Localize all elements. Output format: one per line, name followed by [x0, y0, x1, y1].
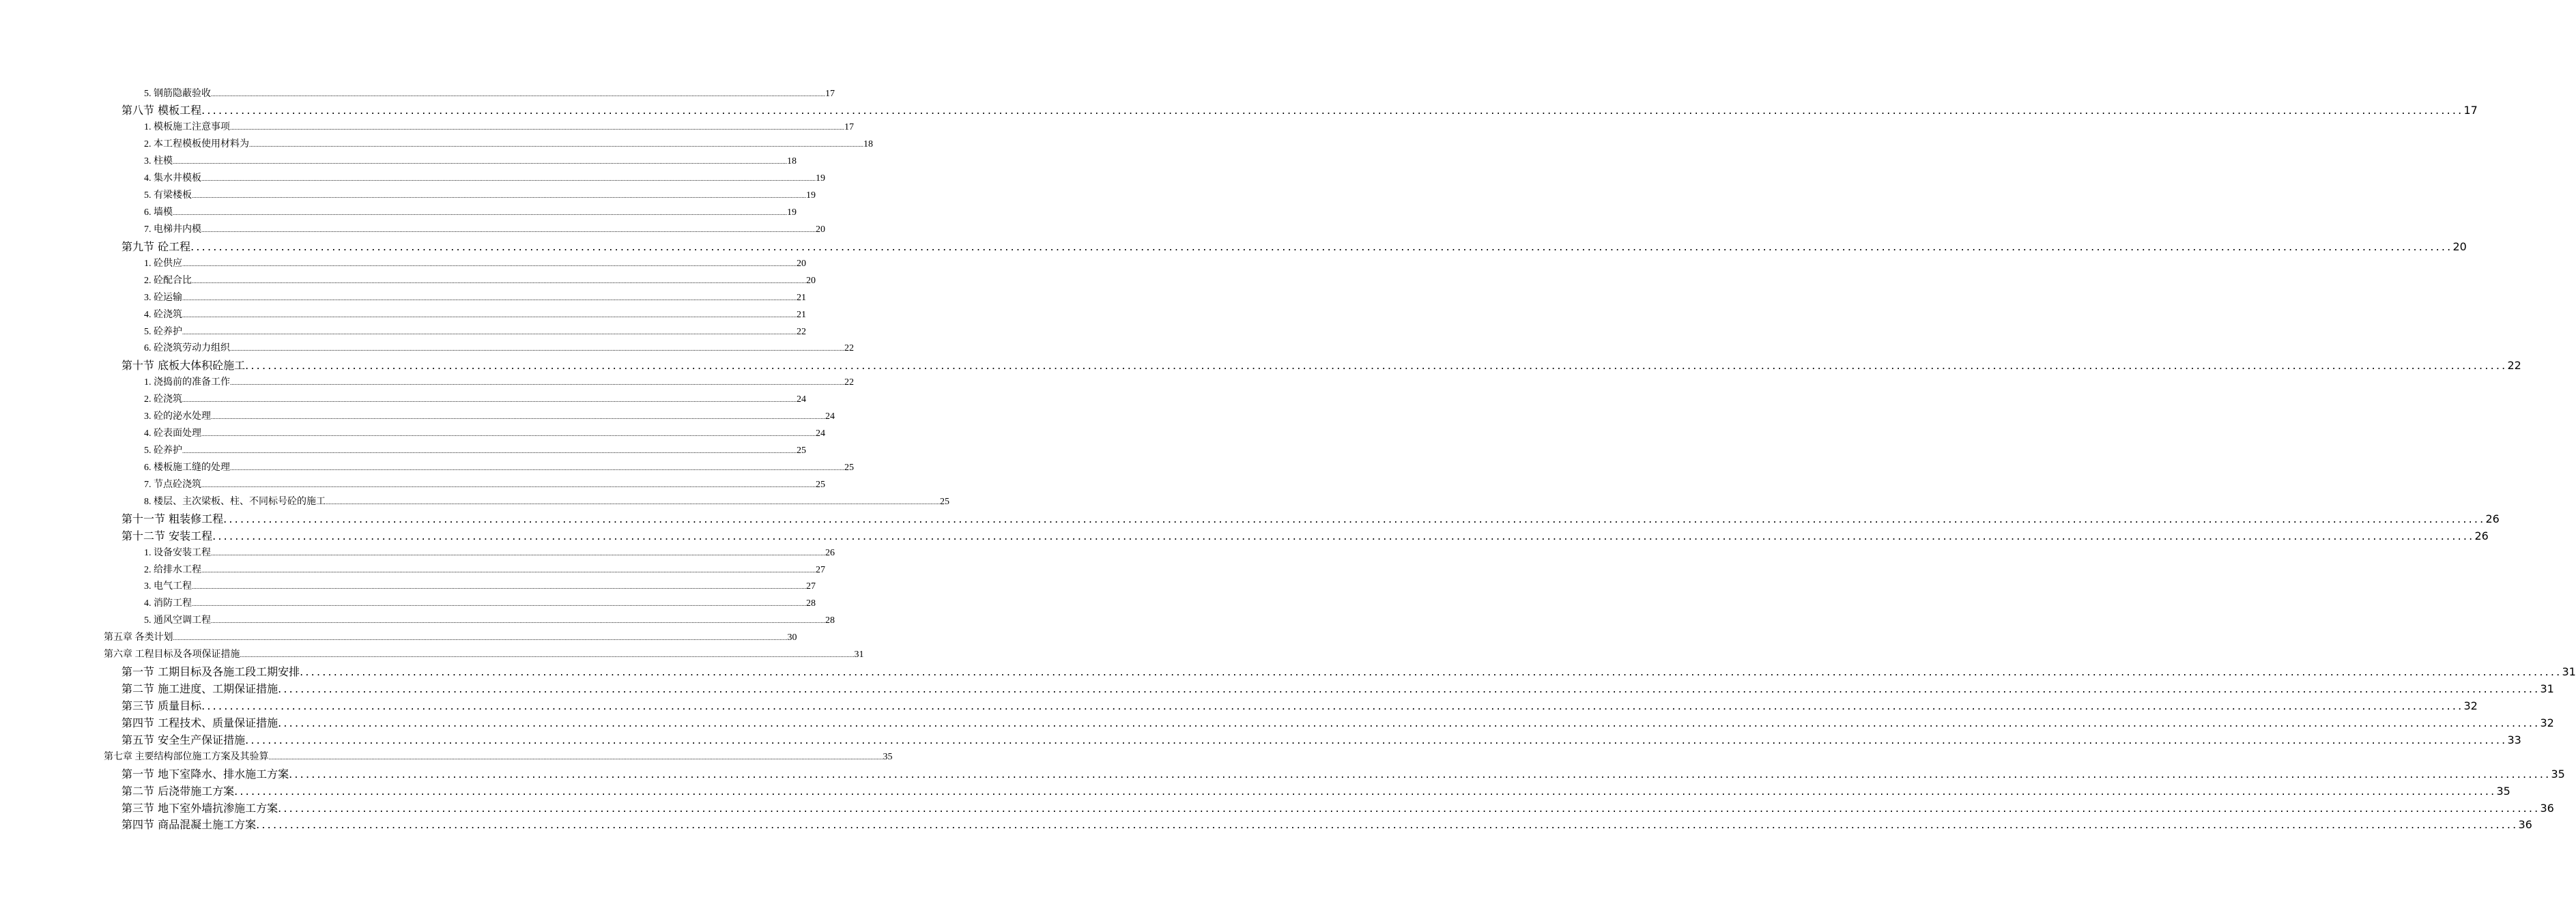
dot-leader: ................................................................................................................................................................................................................................................................................................................................................................................................................	[278, 801, 2541, 815]
toc-entry-page-number: 31	[2540, 682, 2554, 696]
toc-entry-label: 4. 砼浇筑	[144, 309, 182, 320]
toc-entry-label: 第四节 工程技术、质量保证措施	[121, 716, 278, 729]
toc-entry-section[interactable]	[121, 528, 2489, 544]
dot-leader: ................................................................................................................................................................................................................................................................................................................................................................................................................	[278, 716, 2541, 729]
dot-leader: ................................................................................................................................................................................................................................................................................................................................................................................................................	[230, 124, 844, 132]
toc-entry-label: 2. 砼配合比	[144, 275, 192, 286]
toc-entry-page-number: 26	[825, 547, 835, 558]
toc-entry-page-number: 17	[2463, 104, 2478, 117]
dot-leader: ................................................................................................................................................................................................................................................................................................................................................................................................................	[256, 818, 2519, 832]
toc-entry-label: 第一节 地下室降水、排水施工方案	[121, 767, 289, 781]
toc-entry-item[interactable]	[144, 171, 825, 186]
toc-entry-label: 5. 砼养护	[144, 326, 182, 337]
dot-leader: ................................................................................................................................................................................................................................................................................................................................................................................................................	[201, 431, 816, 438]
toc-entry-item[interactable]	[144, 325, 806, 340]
toc-entry-page-number: 21	[797, 292, 806, 303]
toc-entry-item[interactable]	[144, 154, 797, 169]
toc-entry-page-number: 26	[2474, 529, 2489, 542]
dot-leader: ................................................................................................................................................................................................................................................................................................................................................................................................................	[173, 635, 788, 642]
dot-leader: ................................................................................................................................................................................................................................................................................................................................................................................................................	[326, 498, 940, 506]
toc-entry-label: 5. 有梁楼板	[144, 190, 192, 201]
toc-entry-section[interactable]	[121, 102, 2478, 119]
toc-entry-page-number: 36	[2540, 801, 2554, 815]
toc-entry-page-number: 20	[816, 224, 825, 235]
toc-entry-item[interactable]	[144, 205, 797, 220]
toc-entry-page-number: 27	[816, 564, 825, 575]
dot-leader: ................................................................................................................................................................................................................................................................................................................................................................................................................	[182, 328, 797, 336]
toc-entry-page-number: 20	[806, 275, 816, 286]
toc-entry-label: 第三节 质量目标	[121, 699, 202, 712]
toc-entry-item[interactable]	[144, 257, 806, 272]
toc-entry-label: 第九节 砼工程	[121, 239, 191, 253]
dot-leader: ................................................................................................................................................................................................................................................................................................................................................................................................................	[240, 652, 855, 659]
toc-entry-item[interactable]	[144, 613, 835, 628]
toc-entry-page-number: 24	[825, 411, 835, 422]
toc-entry-label: 4. 集水井模板	[144, 173, 201, 184]
toc-entry-item[interactable]	[144, 443, 806, 458]
toc-entry-label: 5. 通风空调工程	[144, 615, 211, 626]
toc-entry-item[interactable]	[144, 308, 806, 323]
toc-entry-page-number: 19	[816, 173, 825, 184]
toc-entry-section[interactable]	[121, 732, 2521, 748]
toc-entry-label: 第二节 施工进度、工期保证措施	[121, 682, 278, 696]
toc-entry-page-number: 22	[2507, 359, 2521, 373]
toc-entry-page-number: 32	[2463, 699, 2478, 712]
dot-leader: ................................................................................................................................................................................................................................................................................................................................................................................................................	[201, 699, 2464, 712]
toc-entry-label: 6. 砼浇筑劳动力组织	[144, 343, 230, 354]
toc-entry-item[interactable]	[144, 461, 854, 476]
toc-entry-section[interactable]	[121, 664, 2576, 680]
toc-entry-label: 7. 节点砼浇筑	[144, 479, 201, 490]
toc-entry-item[interactable]	[144, 222, 825, 237]
toc-entry-label: 第五节 安全生产保证措施	[121, 733, 246, 746]
toc-entry-page-number: 28	[825, 615, 835, 626]
dot-leader: ................................................................................................................................................................................................................................................................................................................................................................................................................	[182, 294, 797, 302]
toc-entry-label: 3. 电气工程	[144, 581, 192, 592]
toc-entry-item[interactable]	[144, 579, 816, 594]
toc-entry-page-number: 28	[806, 598, 816, 609]
dot-leader: ................................................................................................................................................................................................................................................................................................................................................................................................................	[211, 90, 825, 98]
toc-entry-label: 6. 墙模	[144, 207, 173, 218]
toc-entry-page-number: 25	[940, 496, 949, 507]
toc-entry-section[interactable]	[121, 698, 2478, 714]
dot-leader: ................................................................................................................................................................................................................................................................................................................................................................................................................	[190, 239, 2453, 253]
toc-entry-section[interactable]	[121, 766, 2565, 783]
toc-entry-label: 4. 砼表面处理	[144, 428, 201, 439]
toc-entry-page-number: 18	[863, 139, 873, 150]
toc-entry-item[interactable]	[144, 596, 816, 611]
dot-leader: ................................................................................................................................................................................................................................................................................................................................................................................................................	[182, 448, 797, 455]
dot-leader: ................................................................................................................................................................................................................................................................................................................................................................................................................	[300, 665, 2562, 679]
toc-entry-label: 第六章 工程目标及各项保证措施	[104, 650, 240, 660]
toc-entry-page-number: 25	[844, 462, 854, 473]
toc-entry-page-number: 19	[806, 190, 816, 201]
toc-entry-page-number: 22	[844, 343, 854, 354]
toc-entry-section[interactable]	[121, 800, 2554, 817]
toc-entry-label: 2. 本工程模板使用材料为	[144, 139, 249, 150]
dot-leader: ................................................................................................................................................................................................................................................................................................................................................................................................................	[211, 617, 825, 625]
toc-entry-label: 第十一节 粗装修工程	[121, 512, 224, 525]
toc-entry-item[interactable]	[144, 341, 854, 356]
toc-entry-label: 第五章 各类计划	[104, 632, 173, 643]
toc-entry-label: 3. 砼运输	[144, 292, 182, 303]
dot-leader: ................................................................................................................................................................................................................................................................................................................................................................................................................	[173, 209, 787, 216]
toc-entry-item[interactable]	[144, 392, 806, 407]
toc-entry-label: 7. 电梯井内模	[144, 224, 201, 235]
toc-entry-item[interactable]	[144, 120, 854, 135]
toc-entry-label: 2. 给排水工程	[144, 564, 201, 575]
toc-entry-page-number: 17	[825, 88, 835, 99]
dot-leader: ................................................................................................................................................................................................................................................................................................................................................................................................................	[211, 549, 825, 557]
toc-entry-label: 第四节 商品混凝土施工方案	[121, 818, 257, 832]
toc-entry-item[interactable]	[144, 274, 816, 289]
toc-entry-section[interactable]	[121, 783, 2510, 800]
dot-leader: ................................................................................................................................................................................................................................................................................................................................................................................................................	[192, 277, 806, 285]
toc-entry-page-number: 18	[787, 156, 797, 167]
toc-entry-label: 1. 模板施工注意事项	[144, 122, 230, 133]
toc-entry-page-number: 22	[844, 377, 854, 388]
toc-entry-page-number: 27	[806, 581, 816, 592]
toc-entry-page-number: 31	[854, 650, 864, 660]
toc-entry-item[interactable]	[144, 137, 873, 152]
toc-entry-page-number: 35	[2496, 784, 2510, 798]
toc-entry-label: 3. 柱模	[144, 156, 173, 167]
toc-entry-item[interactable]	[144, 546, 835, 561]
toc-entry-label: 第七章 主要结构部位施工方案及其验算	[104, 751, 269, 762]
toc-entry-item[interactable]	[144, 188, 816, 203]
toc-entry-label: 1. 砼供应	[144, 258, 182, 269]
toc-entry-item[interactable]	[144, 291, 806, 306]
toc-entry-chapter[interactable]	[104, 647, 864, 663]
toc-entry-chapter[interactable]	[104, 630, 797, 645]
toc-entry-label: 2. 砼浇筑	[144, 394, 182, 405]
toc-entry-page-number: 25	[816, 479, 825, 490]
dot-leader: ................................................................................................................................................................................................................................................................................................................................................................................................................	[201, 175, 816, 183]
toc-entry-section[interactable]	[121, 681, 2554, 697]
toc-entry-label: 5. 钢筋隐蔽验收	[144, 88, 211, 99]
toc-entry-item[interactable]	[144, 375, 854, 390]
toc-entry-item[interactable]	[144, 409, 835, 424]
toc-entry-page-number: 32	[2540, 716, 2554, 729]
toc-entry-label: 8. 楼层、主次梁板、柱、不同标号砼的施工	[144, 496, 326, 507]
toc-entry-label: 第十二节 安装工程	[121, 529, 213, 542]
toc-entry-page-number: 20	[797, 258, 806, 269]
toc-entry-page-number: 31	[2562, 665, 2576, 679]
toc-entry-page-number: 20	[2452, 239, 2467, 253]
toc-entry-item[interactable]	[144, 563, 825, 578]
dot-leader: ................................................................................................................................................................................................................................................................................................................................................................................................................	[249, 141, 863, 149]
toc-entry-label: 第十节 底板大体积砼施工	[121, 359, 246, 373]
dot-leader: ................................................................................................................................................................................................................................................................................................................................................................................................................	[201, 104, 2464, 117]
dot-leader: ................................................................................................................................................................................................................................................................................................................................................................................................................	[230, 464, 844, 471]
dot-leader: ................................................................................................................................................................................................................................................................................................................................................................................................................	[212, 529, 2475, 542]
dot-leader: ................................................................................................................................................................................................................................................................................................................................................................................................................	[192, 583, 806, 591]
dot-leader: ................................................................................................................................................................................................................................................................................................................................................................................................................	[278, 682, 2541, 696]
dot-leader: ................................................................................................................................................................................................................................................................................................................................................................................................................	[245, 359, 2508, 373]
toc-entry-page-number: 22	[797, 326, 806, 337]
toc-entry-page-number: 25	[797, 446, 806, 456]
dot-leader: ................................................................................................................................................................................................................................................................................................................................................................................................................	[173, 158, 787, 166]
toc-entry-label: 6. 楼板施工缝的处理	[144, 462, 230, 473]
dot-leader: ................................................................................................................................................................................................................................................................................................................................................................................................................	[192, 600, 806, 608]
toc-entry-page-number: 36	[2518, 818, 2532, 832]
toc-entry-label: 第二节 后浇带施工方案	[121, 784, 235, 798]
toc-entry-label: 1. 浇捣前的准备工作	[144, 377, 230, 388]
toc-entry-section[interactable]	[121, 239, 2467, 255]
toc-entry-page-number: 26	[2485, 512, 2500, 525]
dot-leader: ................................................................................................................................................................................................................................................................................................................................................................................................................	[245, 733, 2508, 746]
toc-entry-label: 第八节 模板工程	[121, 104, 202, 117]
toc-entry-section[interactable]	[121, 511, 2500, 527]
toc-entry-page-number: 33	[2507, 733, 2521, 746]
toc-entry-label: 1. 设备安装工程	[144, 547, 211, 558]
dot-leader: ................................................................................................................................................................................................................................................................................................................................................................................................................	[234, 784, 2497, 798]
dot-leader: ................................................................................................................................................................................................................................................................................................................................................................................................................	[182, 260, 797, 267]
toc-entry-chapter[interactable]	[104, 750, 893, 765]
toc-entry-page-number: 24	[816, 428, 825, 439]
toc-entry-page-number: 21	[797, 309, 806, 320]
toc-entry-page-number: 17	[844, 122, 854, 133]
toc-entry-item[interactable]	[144, 426, 825, 441]
dot-leader: ................................................................................................................................................................................................................................................................................................................................................................................................................	[201, 226, 816, 233]
toc-entry-item[interactable]	[144, 87, 835, 102]
toc-entry-page-number: 24	[797, 394, 806, 405]
toc-entry-item[interactable]	[144, 478, 825, 493]
dot-leader: ................................................................................................................................................................................................................................................................................................................................................................................................................	[230, 345, 844, 353]
dot-leader: ................................................................................................................................................................................................................................................................................................................................................................................................................	[201, 566, 816, 574]
toc-entry-page-number: 35	[2551, 767, 2565, 781]
toc-entry-section[interactable]	[121, 358, 2521, 374]
toc-entry-label: 4. 消防工程	[144, 598, 192, 609]
toc-entry-page-number: 30	[787, 632, 797, 643]
toc-entry-page-number: 19	[787, 207, 797, 218]
toc-entry-section[interactable]	[121, 817, 2532, 833]
dot-leader: ................................................................................................................................................................................................................................................................................................................................................................................................................	[268, 753, 883, 761]
toc-entry-item[interactable]	[144, 495, 949, 510]
dot-leader: ................................................................................................................................................................................................................................................................................................................................................................................................................	[211, 413, 825, 421]
toc-entry-page-number: 35	[883, 751, 893, 762]
dot-leader: ................................................................................................................................................................................................................................................................................................................................................................................................................	[289, 767, 2551, 781]
dot-leader: ................................................................................................................................................................................................................................................................................................................................................................................................................	[223, 512, 2486, 525]
toc-entry-label: 3. 砼的泌水处理	[144, 411, 211, 422]
dot-leader: ................................................................................................................................................................................................................................................................................................................................................................................................................	[182, 396, 797, 404]
dot-leader: ................................................................................................................................................................................................................................................................................................................................................................................................................	[192, 192, 806, 200]
dot-leader: ................................................................................................................................................................................................................................................................................................................................................................................................................	[201, 481, 816, 489]
toc-entry-label: 5. 砼养护	[144, 446, 182, 456]
toc-entry-label: 第三节 地下室外墙抗渗施工方案	[121, 801, 278, 815]
dot-leader: ................................................................................................................................................................................................................................................................................................................................................................................................................	[182, 311, 797, 319]
toc-entry-section[interactable]	[121, 715, 2554, 731]
toc-entry-label: 第一节 工期目标及各施工段工期安排	[121, 665, 300, 679]
dot-leader: ................................................................................................................................................................................................................................................................................................................................................................................................................	[230, 379, 844, 387]
